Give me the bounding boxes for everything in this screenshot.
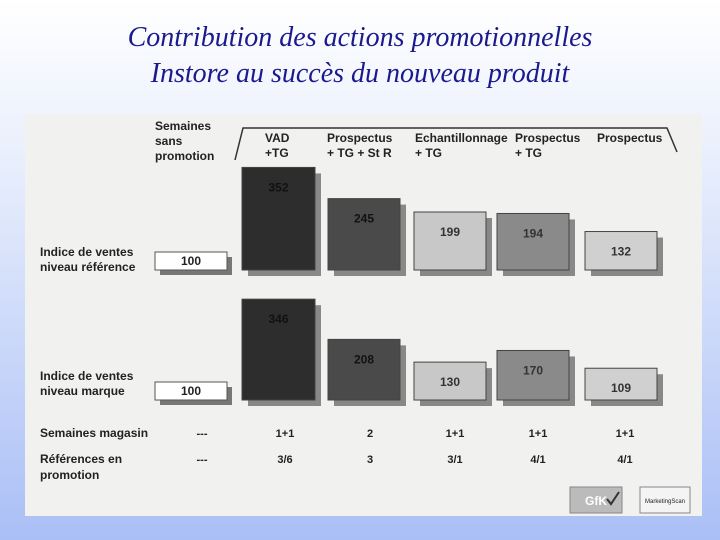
row-label: Références en promotion (40, 452, 123, 482)
row-value: 1+1 (275, 428, 295, 440)
base-header: Semaines sans promotion (155, 119, 215, 163)
series-label: Indice de ventes niveau marque (40, 369, 134, 398)
bar-value-label: 130 (439, 375, 461, 390)
row-value: 3/1 (447, 454, 463, 466)
bar (497, 213, 569, 270)
bar-value-label: 132 (610, 244, 632, 259)
row-value: 2 (366, 428, 374, 440)
base-bar-label: 100 (180, 254, 202, 268)
promotion-chart (25, 114, 702, 516)
bar (328, 339, 400, 400)
bar (328, 199, 400, 270)
bar-value-label: 208 (353, 352, 375, 367)
bar (414, 212, 486, 270)
row-value: 1+1 (528, 428, 548, 440)
category-header: Prospectus + TG (515, 131, 581, 160)
row-value: 4/1 (530, 454, 546, 466)
bar-value-label: 194 (522, 226, 544, 241)
slide-title-line2: Instore au succès du nouveau produit (150, 58, 570, 89)
row-value: 1+1 (615, 428, 635, 440)
category-header: Prospectus + TG + St R (327, 131, 393, 160)
bar-value-label: 352 (268, 180, 289, 195)
category-header: Echantillonnage + TG (415, 131, 508, 160)
row-label: Semaines magasin (40, 426, 149, 440)
row-value: 4/1 (617, 454, 633, 466)
category-header: VAD +TG (265, 131, 290, 160)
bar-value-label: 109 (610, 381, 632, 396)
row-value: --- (196, 428, 208, 440)
marketing-scan-logo-text: MarketingScan (644, 499, 686, 505)
category-header: Prospectus (597, 131, 663, 145)
bar-value-label: 346 (268, 312, 289, 327)
row-value: --- (196, 454, 208, 466)
bar-value-label: 245 (353, 211, 375, 226)
bar-value-label: 199 (439, 225, 461, 240)
series-label: Indice de ventes niveau référence (40, 245, 136, 274)
row-value: 1+1 (445, 428, 465, 440)
slide-title-line1: Contribution des actions promotionnelles (127, 22, 593, 53)
row-value: 3 (366, 454, 374, 466)
gfk-logo-text: GfK (585, 494, 607, 508)
row-value: 3/6 (277, 454, 293, 466)
bar-value-label: 170 (522, 363, 544, 378)
base-bar-label: 100 (180, 384, 202, 398)
chart-panel (25, 114, 702, 516)
